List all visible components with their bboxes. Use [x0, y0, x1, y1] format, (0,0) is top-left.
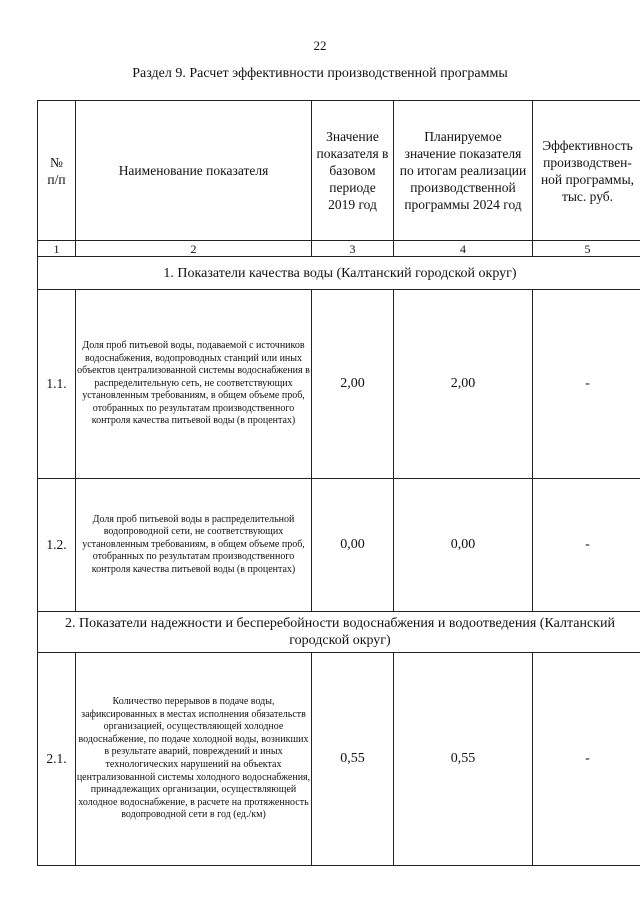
- row-planned-value: 0,55: [394, 653, 533, 866]
- row-index: 1.1.: [38, 290, 76, 479]
- row-planned-value: 0,00: [394, 479, 533, 612]
- header-row: [38, 101, 640, 241]
- table-row: [38, 479, 640, 612]
- column-number-row: [38, 241, 640, 257]
- row-index: 2.1.: [38, 653, 76, 866]
- row-description: Количество перерывов в подаче воды, зафиксированных в местах исполнения обязательств организацией, осуществляющей холодное водоснабжение, по подаче холодной воды, возникших в результате аварий, повреждений и иных технологических нарушений на объектах централизованной системы холодного водоснабжения, принадлежащих организации, осуществляющей холодное водоснабжение, в расчете на протяженность водопроводной сети в год (ед./км): [76, 653, 312, 866]
- column-number: 3: [312, 241, 394, 257]
- page-number: 22: [313, 38, 327, 53]
- efficiency-table: [37, 100, 640, 866]
- section-title: Раздел 9. Расчет эффективности производственной программы: [132, 66, 508, 81]
- section-heading-1: 1. Показатели качества воды (Калтанский городской округ): [38, 257, 640, 290]
- header-efficiency: Эффективность производствен-ной программы, тыс. руб.: [533, 101, 640, 241]
- column-number: 5: [533, 241, 640, 257]
- header-base: Значение показателя в базовом периоде 2019 год: [312, 101, 394, 241]
- section-row: [38, 257, 640, 290]
- row-planned-value: 2,00: [394, 290, 533, 479]
- row-base-value: 2,00: [312, 290, 394, 479]
- header-num: № п/п: [38, 101, 76, 241]
- column-number: 1: [38, 241, 76, 257]
- table-row: [38, 653, 640, 866]
- header-planned: Планируемое значение показателя по итогам реализации производственной программы 2024 год: [394, 101, 533, 241]
- row-base-value: 0,00: [312, 479, 394, 612]
- header-name: Наименование показателя: [76, 101, 312, 241]
- row-description: Доля проб питьевой воды, подаваемой с источников водоснабжения, водопроводных станций или иных объектов централизованной системы водоснабжения в распределительную сеть, не соответствующих установленным требованиям, в общем объеме проб, отобранных по результатам производственного контроля качества питьевой воды (в процентах): [76, 290, 312, 479]
- row-efficiency: -: [533, 290, 640, 479]
- column-number: 2: [76, 241, 312, 257]
- row-description: Доля проб питьевой воды в распределительной водопроводной сети, не соответствующих установленным требованиям, в общем объеме проб, отобранных по результатам производственного контроля качества питьевой воды (в процентах): [76, 479, 312, 612]
- row-index: 1.2.: [38, 479, 76, 612]
- section-heading-2: 2. Показатели надежности и бесперебойности водоснабжения и водоотведения (Калтанский городской округ): [38, 612, 640, 653]
- table-row: [38, 290, 640, 479]
- row-efficiency: -: [533, 479, 640, 612]
- section-row: [38, 612, 640, 653]
- row-efficiency: -: [533, 653, 640, 866]
- row-base-value: 0,55: [312, 653, 394, 866]
- column-number: 4: [394, 241, 533, 257]
